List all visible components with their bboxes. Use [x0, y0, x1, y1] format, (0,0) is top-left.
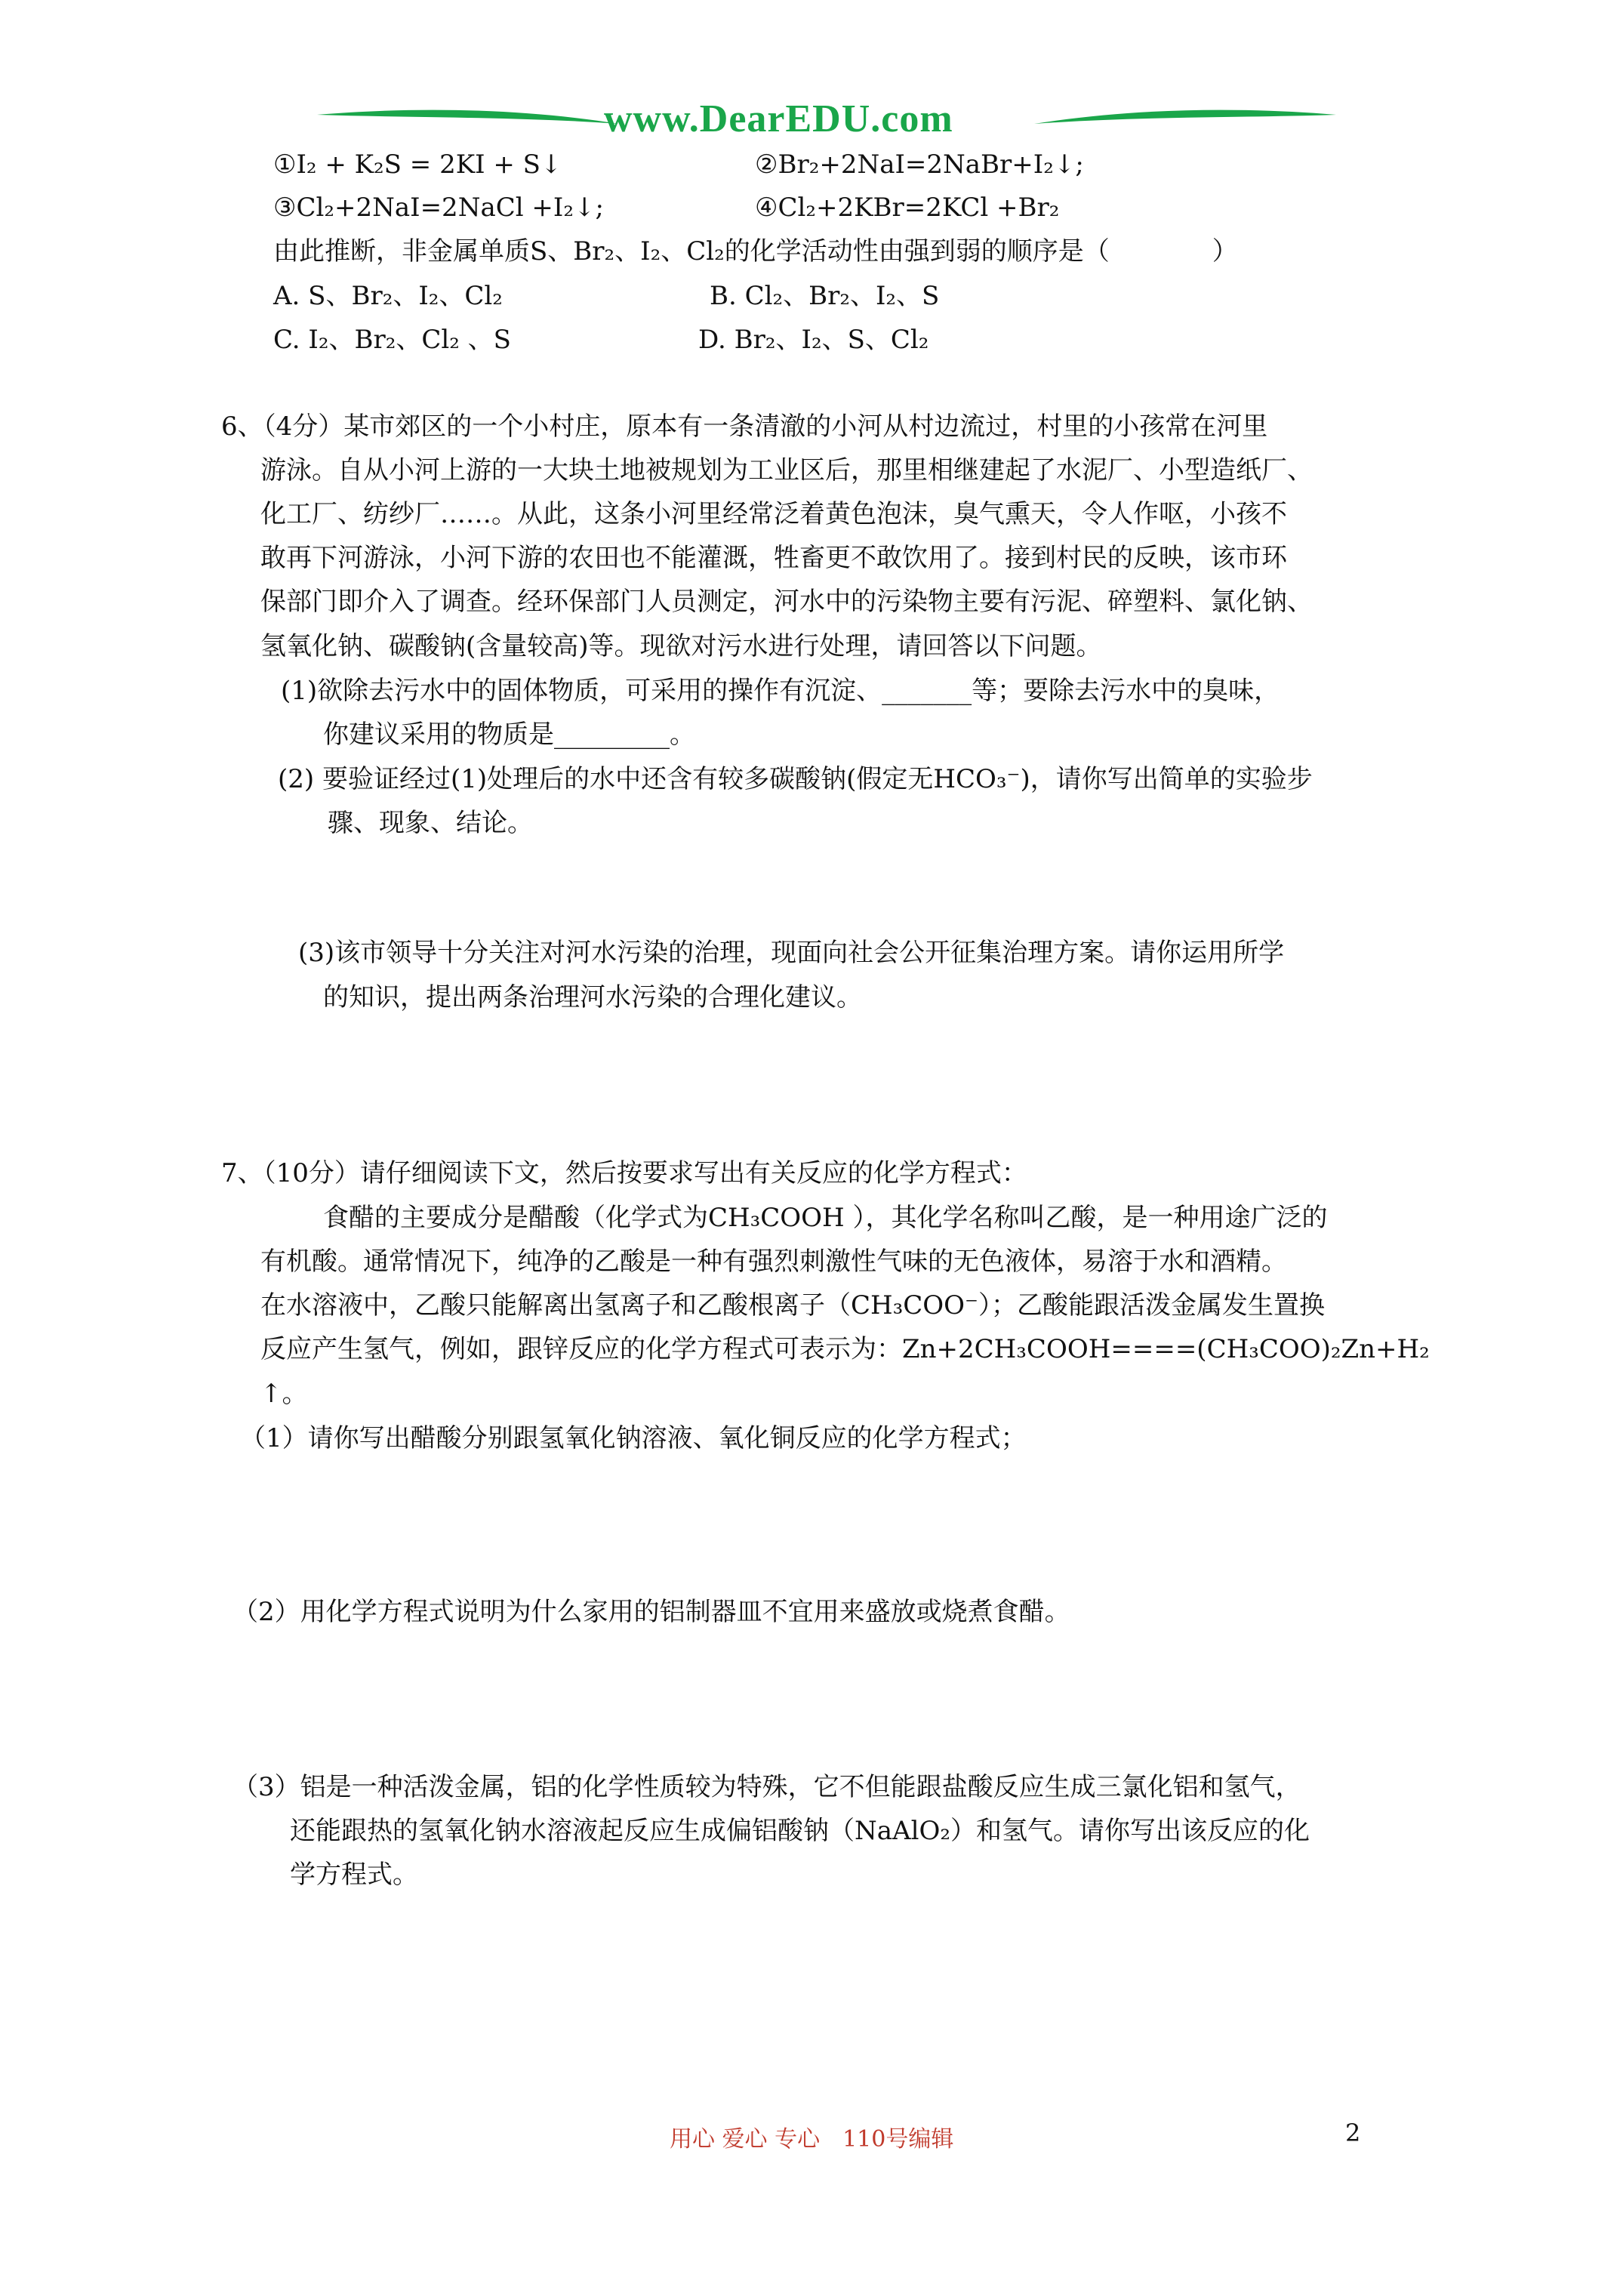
page-number: 2 — [1345, 2119, 1361, 2147]
q6-line: 化工厂、纺纱厂……。从此，这条小河里经常泛着黄色泡沫，臭气熏天，令人作呕，小孩不 — [260, 499, 1287, 529]
q7-passage-line: 在水溶液中，乙酸只能解离出氢离子和乙酸根离子（CH₃COO⁻）；乙酸能跟活泼金属发生置换 — [260, 1290, 1326, 1321]
reaction-2: ②Br₂+2NaI=2NaBr+I₂↓; — [755, 149, 1084, 180]
header-swoosh-left-icon — [317, 106, 619, 136]
q6-line: 氢氧化钠、碳酸钠(含量较高)等。现欲对污水进行处理，请回答以下问题。 — [260, 631, 1102, 661]
q7-passage-line: 食醋的主要成分是醋酸（化学式为CH₃COOH ），其化学名称叫乙酸，是一种用途广泛的 — [323, 1203, 1328, 1233]
reaction-1: ①I₂ + K₂S = 2KI + S↓ — [273, 149, 562, 180]
reaction-4: ④Cl₂+2KBr=2KCl +Br₂ — [755, 193, 1060, 223]
q7-intro: 7、（10分）请仔细阅读下文，然后按要求写出有关反应的化学方程式： — [221, 1158, 1027, 1188]
q6-sub2-line: (2) 要验证经过(1)处理后的水中还含有较多碳酸钠(假定无HCO₃⁻)，请你写出简单的实验步 — [278, 764, 1313, 794]
q7-sub3-line: 还能跟热的氢氧化钠水溶液起反应生成偏铝酸钠（NaAlO₂）和氢气。请你写出该反应的化 — [290, 1816, 1310, 1846]
reaction-3: ③Cl₂+2NaI=2NaCl +I₂↓; — [273, 193, 604, 223]
q6-sub3-line: (3)该市领导十分关注对河水污染的治理，现面向社会公开征集治理方案。请你运用所学 — [298, 938, 1285, 968]
q5-stem: 由此推断，非金属单质S、Br₂、I₂、Cl₂的化学活动性由强到弱的顺序是（ ） — [273, 236, 1238, 267]
q5-option-d: D. Br₂、I₂、S、Cl₂ — [698, 325, 929, 355]
q7-sub3-line: 学方程式。 — [290, 1860, 418, 1890]
q7-passage-line: 反应产生氢气，例如，跟锌反应的化学方程式可表示为：Zn+2CH₃COOH====(CH₃COO)₂Zn+H₂ — [260, 1334, 1430, 1364]
q7-sub1: （1）请你写出醋酸分别跟氢氧化钠溶液、氧化铜反应的化学方程式； — [240, 1423, 1027, 1453]
q6-sub2-line: 骤、现象、结论。 — [328, 808, 533, 838]
q6-line: 游泳。自从小河上游的一大块土地被规划为工业区后，那里相继建起了水泥厂、小型造纸厂、 — [260, 455, 1313, 485]
q7-passage-line: ↑。 — [260, 1379, 308, 1409]
q6-sub1-line: 你建议采用的物质是_________。 — [323, 720, 695, 750]
q7-passage-line: 有机酸。通常情况下，纯净的乙酸是一种有强烈刺激性气味的无色液体，易溶于水和酒精。 — [260, 1247, 1287, 1277]
q6-line: 保部门即介入了调查。经环保部门人员测定，河水中的污染物主要有污泥、碎塑料、氯化钠、 — [260, 587, 1313, 617]
footer-text: 用心 爱心 专心 110号编辑 — [670, 2126, 954, 2153]
q5-option-a: A. S、Br₂、I₂、Cl₂ — [273, 281, 503, 311]
q7-sub2: （2）用化学方程式说明为什么家用的铝制器皿不宜用来盛放或烧煮食醋。 — [233, 1597, 1070, 1627]
q7-sub3-line: （3）铝是一种活泼金属，铝的化学性质较为特殊，它不但能跟盐酸反应生成三氯化铝和氢气， — [233, 1772, 1301, 1802]
site-logo: www.DearEDU.com — [604, 97, 953, 140]
q6-sub1-line: (1)欲除去污水中的固体物质，可采用的操作有沉淀、_______等；要除去污水中的臭味， — [281, 676, 1280, 706]
q6-sub3-line: 的知识，提出两条治理河水污染的合理化建议。 — [323, 982, 862, 1012]
q6-line: 敢再下河游泳，小河下游的农田也不能灌溉，牲畜更不敢饮用了。接到村民的反映，该市环 — [260, 543, 1287, 573]
q5-option-c: C. I₂、Br₂、Cl₂ 、S — [273, 325, 511, 355]
q5-option-b: B. Cl₂、Br₂、I₂、S — [710, 281, 940, 311]
header-swoosh-right-icon — [1034, 106, 1336, 136]
q6-line: 6、（4分）某市郊区的一个小村庄，原本有一条清澈的小河从村边流过，村里的小孩常在河里 — [221, 411, 1268, 442]
